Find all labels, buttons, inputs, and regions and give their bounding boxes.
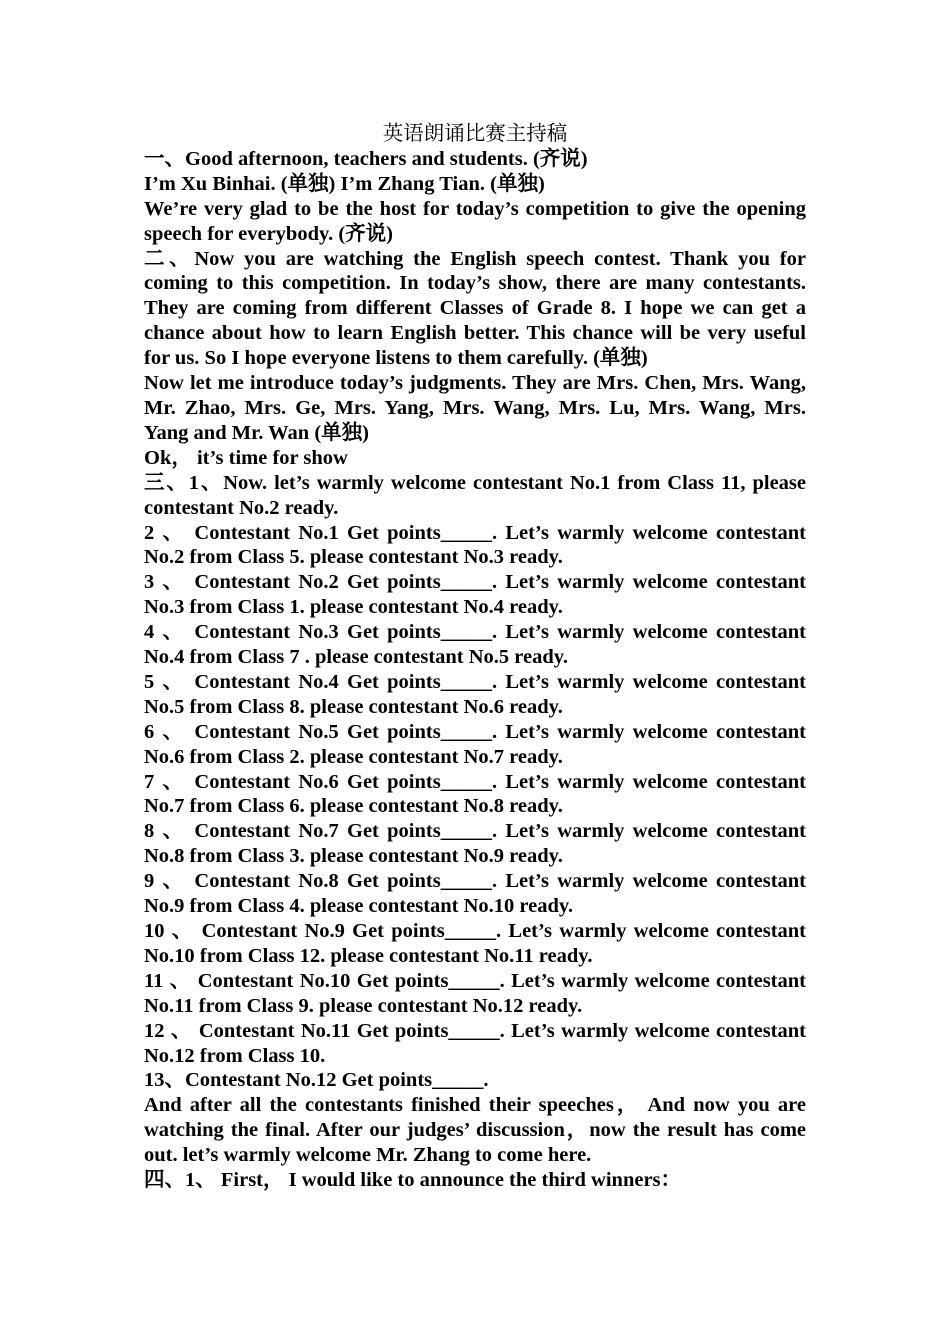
paragraph-contestant-13: 13、Contestant No.12 Get points_____. (144, 1069, 489, 1092)
paragraph-final: And after all the contestants finished their speeches， And now you are watching the final. After our judges’ discussion，now the result has come out. let’s warmly welcome Mr. Zhang to come here. (144, 1094, 806, 1167)
paragraph-show-time: Ok， it’s time for show (144, 446, 348, 469)
paragraph-contestant-8: 8 、 Contestant No.7 Get points_____. Let’s warmly welcome contestant No.8 from Class 3. please contestant No.9 ready. (144, 820, 806, 868)
paragraph-opening: We’re very glad to be the host for today’s competition to give the opening speech for everybody. (齐说) (144, 197, 806, 245)
document-title: 英语朗诵比赛主持稿 (382, 123, 568, 145)
paragraph-winners: 四、1、 First， I would like to announce the third winners： (144, 1169, 682, 1192)
paragraph-host-names: I’m Xu Binhai. (单独) I’m Zhang Tian. (单独) (144, 172, 545, 195)
paragraph-contestant-1: 三、1、Now. let’s warmly welcome contestant No.1 from Class 11, please contestant No.2 ready. (144, 471, 806, 519)
paragraph-contestant-2: 2 、 Contestant No.1 Get points_____. Let’s warmly welcome contestant No.2 from Class 5. please contestant No.3 ready. (144, 521, 806, 569)
paragraph-greeting: 一、Good afternoon, teachers and students. (齐说) (144, 147, 588, 170)
paragraph-contestant-3: 3 、 Contestant No.2 Get points_____. Let’s warmly welcome contestant No.3 from Class 1. please contestant No.4 ready. (144, 571, 806, 619)
paragraph-contestant-9: 9 、 Contestant No.8 Get points_____. Let’s warmly welcome contestant No.9 from Class 4. please contestant No.10 ready. (144, 870, 806, 918)
paragraph-contestant-10: 10 、 Contestant No.9 Get points_____. Let’s warmly welcome contestant No.10 from Class 12. please contestant No.11 ready. (144, 920, 806, 967)
paragraph-contestant-4: 4 、 Contestant No.3 Get points_____. Let’s warmly welcome contestant No.4 from Class 7 . please contestant No.5 ready. (144, 621, 806, 669)
paragraph-contest-intro: 二、Now you are watching the English speech contest. Thank you for coming to this competition. In today’s show, there are many contestants. They are coming from different Classes of Grade 8. I hope we can get a chance about how to learn English better. This chance will be very useful for us. So I hope everyone listens to them carefully. (单独) (144, 247, 806, 370)
paragraph-contestant-7: 7 、 Contestant No.6 Get points_____. Let’s warmly welcome contestant No.7 from Class 6. please contestant No.8 ready. (144, 770, 806, 818)
document-page (144, 122, 806, 1193)
paragraph-contestant-12: 12 、 Contestant No.11 Get points_____. Let’s warmly welcome contestant No.12 from Class 10. (144, 1019, 806, 1067)
paragraph-judges: Now let me introduce today’s judgments. They are Mrs. Chen, Mrs. Wang, Mr. Zhao, Mrs. Ge, Mrs. Yang, Mrs. Wang, Mrs. Lu, Mrs. Wang, Mrs. Yang and Mr. Wan (单独) (144, 372, 806, 444)
paragraph-contestant-11: 11 、 Contestant No.10 Get points_____. Let’s warmly welcome contestant No.11 from Class 9. please contestant No.12 ready. (144, 969, 806, 1017)
paragraph-contestant-5: 5 、 Contestant No.4 Get points_____. Let’s warmly welcome contestant No.5 from Class 8. please contestant No.6 ready. (144, 670, 806, 718)
paragraph-contestant-6: 6 、 Contestant No.5 Get points_____. Let’s warmly welcome contestant No.6 from Class 2. please contestant No.7 ready. (144, 720, 806, 768)
